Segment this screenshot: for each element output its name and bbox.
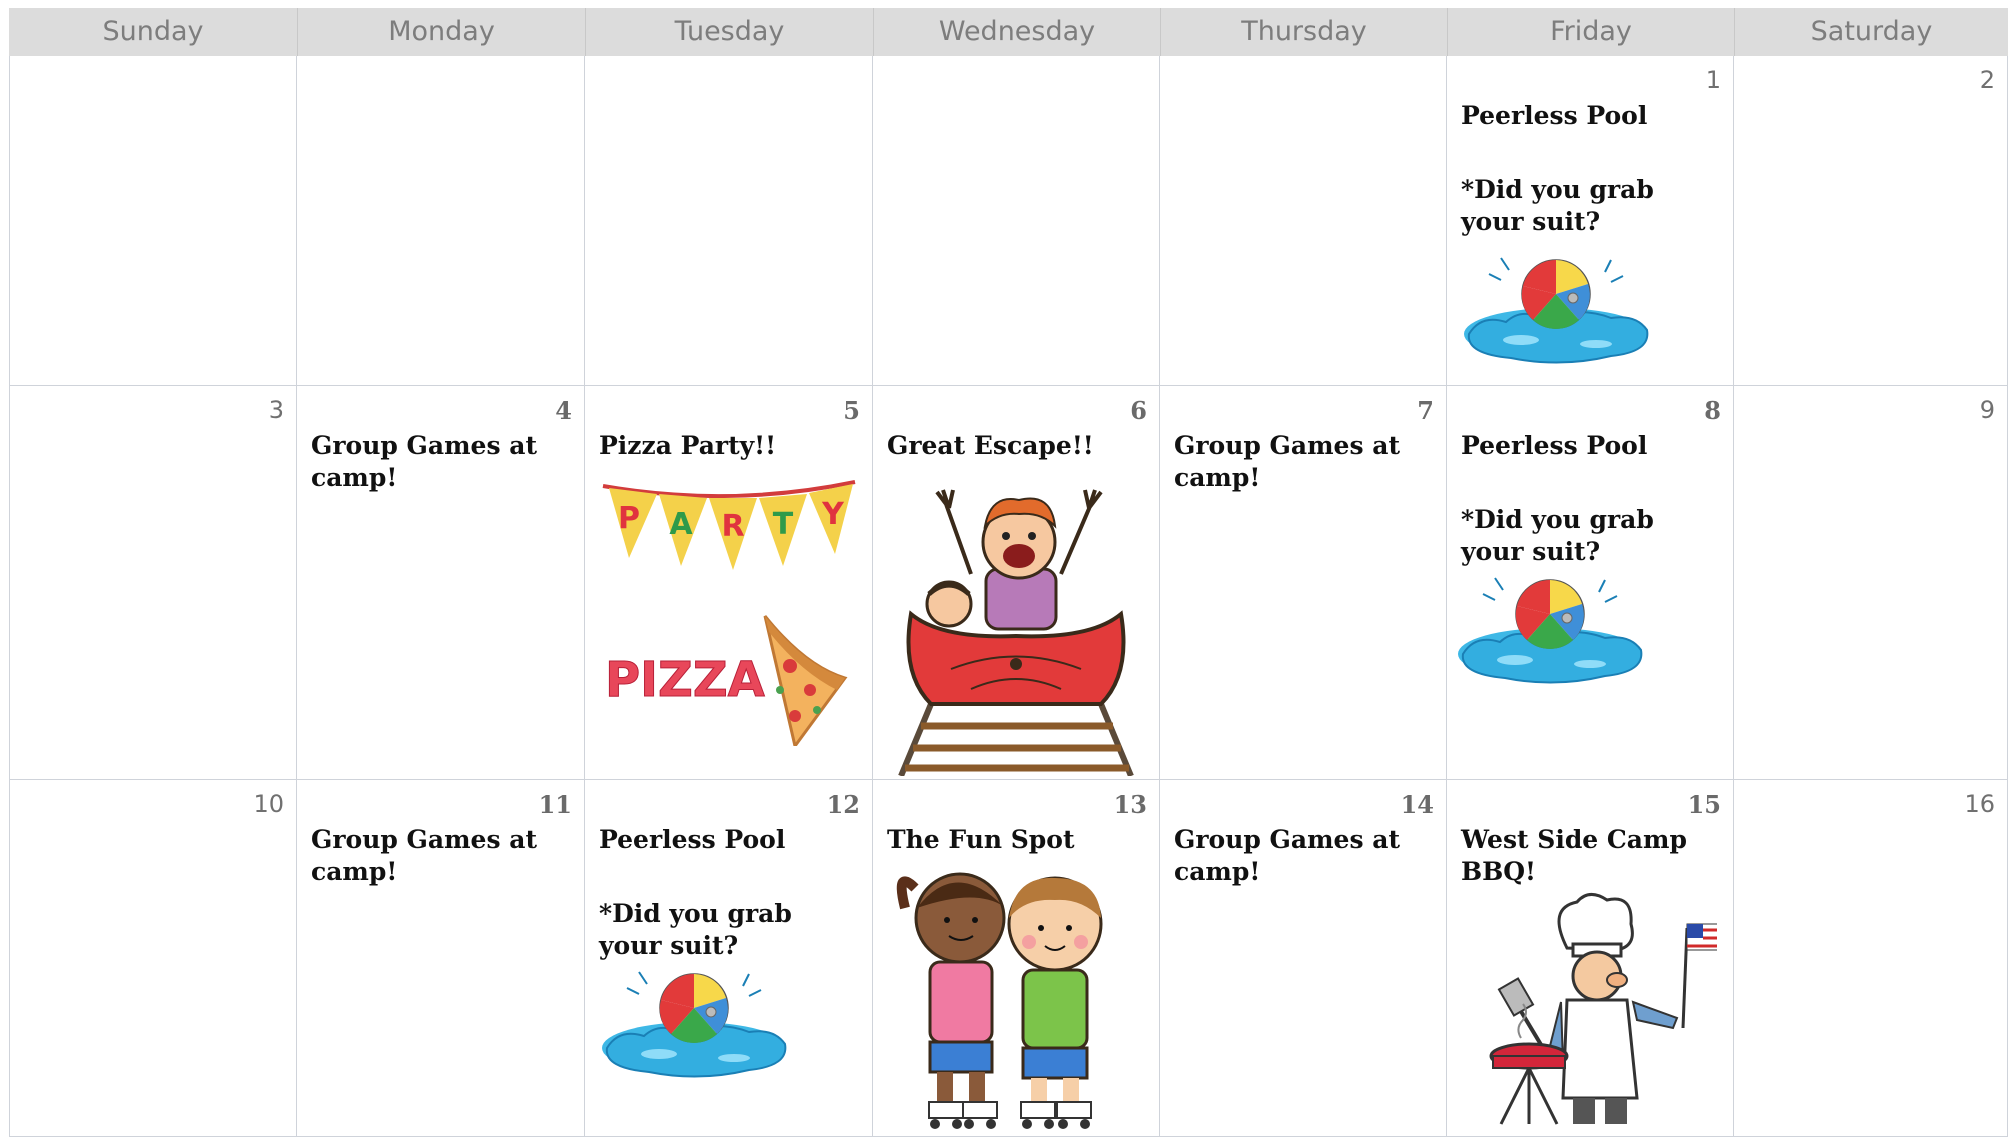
day-cell-10[interactable]: [9, 780, 297, 1137]
day-cell-6[interactable]: [873, 386, 1160, 780]
event-title: Peerless Pool: [599, 825, 786, 854]
weekday-header-wednesday: Wednesday: [873, 8, 1160, 56]
day-number: 1: [1705, 66, 1721, 94]
day-number: 12: [826, 790, 860, 819]
event-title: Group Games at camp!: [311, 825, 537, 886]
banner-letter: Y: [822, 497, 844, 532]
weekday-header-saturday: Saturday: [1734, 8, 2008, 56]
day-cell-12[interactable]: [585, 780, 873, 1137]
banner-letter: R: [721, 509, 745, 544]
event-title: Group Games at camp!: [311, 431, 537, 492]
day-number: 9: [1979, 396, 1995, 424]
day-number: 10: [253, 790, 284, 818]
day-number: 15: [1687, 790, 1721, 819]
weekday-header-friday: Friday: [1447, 8, 1734, 56]
event-note: *Did you grab your suit?: [1461, 505, 1654, 566]
day-number: 6: [1130, 396, 1147, 425]
banner-letter: T: [772, 507, 794, 542]
calendar: [9, 8, 2008, 1137]
grill-chef-icon: [1477, 888, 1717, 1128]
day-cell-15[interactable]: [1447, 780, 1734, 1137]
day-cell-11[interactable]: [297, 780, 585, 1137]
roller-coaster-icon: [891, 464, 1141, 776]
day-cell-14[interactable]: [1160, 780, 1447, 1137]
banner-letter: P: [618, 501, 640, 536]
day-number: 4: [555, 396, 572, 425]
beach-ball-in-pool-icon: [1461, 256, 1653, 372]
weekday-header-thursday: Thursday: [1160, 8, 1447, 56]
event-title: West Side Camp BBQ!: [1461, 825, 1687, 886]
party-banner-icon: [599, 478, 859, 588]
weekday-header-monday: Monday: [297, 8, 585, 56]
roller-skating-kids-icon: [885, 858, 1135, 1134]
day-cell-3[interactable]: [9, 386, 297, 780]
day-cell-empty: [9, 56, 297, 386]
day-number: 7: [1417, 396, 1434, 425]
day-cell-16[interactable]: [1734, 780, 2008, 1137]
weekday-header-tuesday: Tuesday: [585, 8, 873, 56]
day-number: 8: [1704, 396, 1721, 425]
day-number: 5: [843, 396, 860, 425]
day-cell-empty: [585, 56, 873, 386]
day-cell-4[interactable]: [297, 386, 585, 780]
event-title: Group Games at camp!: [1174, 431, 1400, 492]
event-title: Peerless Pool: [1461, 101, 1648, 130]
banner-letter: A: [669, 507, 693, 542]
event-note: *Did you grab your suit?: [599, 899, 792, 960]
day-number: 13: [1113, 790, 1147, 819]
day-number: 2: [1979, 66, 1995, 94]
day-cell-empty: [1160, 56, 1447, 386]
day-cell-1[interactable]: [1447, 56, 1734, 386]
weekday-header-sunday: Sunday: [9, 8, 297, 56]
pizza-word: PIZZA: [605, 652, 765, 708]
day-cell-5[interactable]: [585, 386, 873, 780]
day-cell-2[interactable]: [1734, 56, 2008, 386]
day-cell-13[interactable]: [873, 780, 1160, 1137]
event-title: Group Games at camp!: [1174, 825, 1400, 886]
beach-ball-in-pool-icon: [1455, 576, 1647, 692]
event-title: Peerless Pool: [1461, 431, 1648, 460]
day-number: 3: [268, 396, 284, 424]
day-number: 11: [538, 790, 572, 819]
day-cell-empty: [297, 56, 585, 386]
event-title: The Fun Spot: [887, 825, 1075, 854]
event-title: Great Escape!!: [887, 431, 1094, 460]
pizza-slice-icon: [605, 606, 855, 746]
beach-ball-in-pool-icon: [599, 970, 791, 1086]
day-cell-7[interactable]: [1160, 386, 1447, 780]
event-note: *Did you grab your suit?: [1461, 175, 1654, 236]
day-cell-8[interactable]: [1447, 386, 1734, 780]
day-number: 14: [1400, 790, 1434, 819]
event-title: Pizza Party!!: [599, 431, 777, 460]
day-number: 16: [1964, 790, 1995, 818]
day-cell-empty: [873, 56, 1160, 386]
day-cell-9[interactable]: [1734, 386, 2008, 780]
